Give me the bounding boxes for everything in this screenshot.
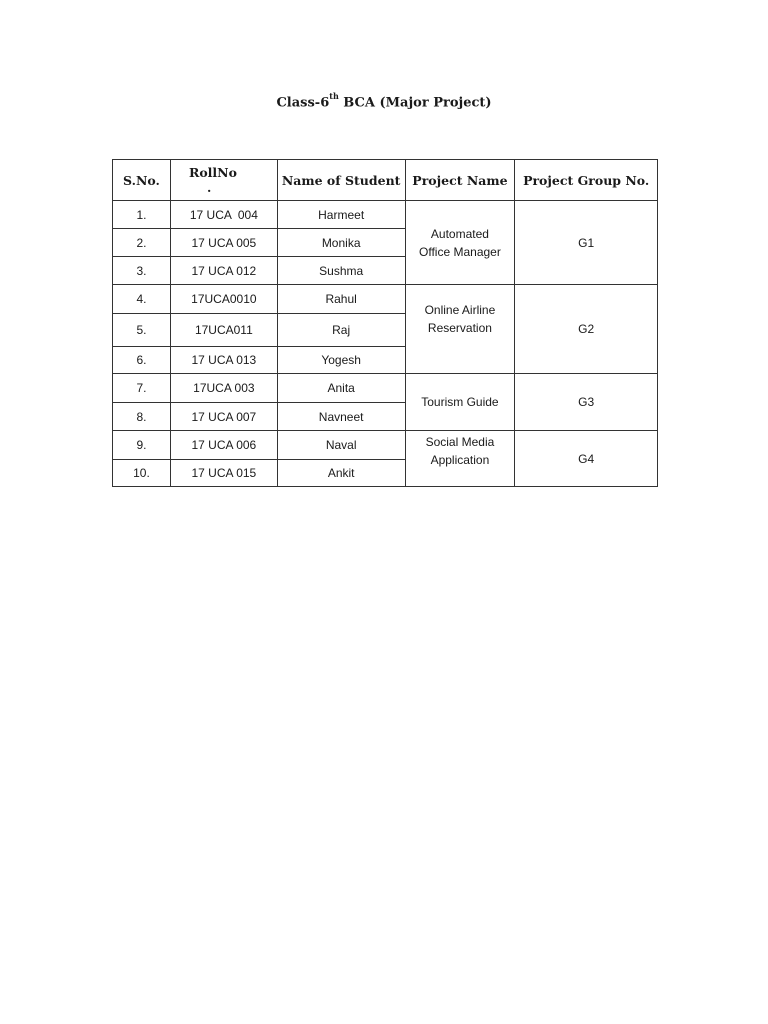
project-line-1: Automated [430, 226, 489, 241]
project-line-1: Online Airline [424, 303, 496, 317]
cell-sno: 3. [113, 257, 171, 285]
cell-sno: 2. [113, 229, 171, 257]
cell-student-name: Yogesh [277, 347, 405, 374]
table-row [113, 201, 658, 229]
project-roster-table [112, 159, 658, 487]
cell-student-name: Ankit [277, 460, 405, 487]
cell-rollno: 17 UCA 007 [170, 403, 277, 431]
cell-student-name: Navneet [277, 403, 405, 431]
cell-student-name: Raj [277, 314, 405, 347]
cell-student-name: Naval [277, 431, 405, 460]
project-line-2: Application [430, 453, 490, 467]
table-row [113, 285, 658, 314]
cell-sno: 9. [113, 431, 171, 460]
cell-rollno: 17 UCA 012 [170, 257, 277, 285]
project-line-1: Social Media [425, 435, 495, 449]
header-sno: S.No. [113, 160, 171, 201]
cell-student-name: Rahul [277, 285, 405, 314]
cell-sno: 1. [113, 201, 171, 229]
cell-rollno: 17 UCA 004 [170, 201, 277, 229]
header-project-name: Project Name [405, 160, 515, 201]
cell-sno: 5. [113, 314, 171, 347]
cell-project-name [405, 431, 515, 487]
title-prefix: Class-6 [276, 95, 330, 111]
cell-group-no: G2 [515, 285, 658, 374]
header-rollno-dot: . [206, 180, 212, 195]
cell-rollno: 17 UCA 013 [170, 347, 277, 374]
header-group-no: Project Group No. [515, 160, 658, 201]
cell-group-no: G1 [515, 201, 658, 285]
cell-rollno: 17 UCA 005 [170, 229, 277, 257]
title-suffix: BCA (Major Project) [338, 95, 492, 111]
cell-sno: 4. [113, 285, 171, 314]
header-student-name: Name of Student [277, 160, 405, 201]
cell-rollno: 17UCA011 [170, 314, 277, 347]
cell-rollno: 17 UCA 006 [170, 431, 277, 460]
title-superscript: th [329, 91, 339, 101]
cell-group-no: G3 [515, 374, 658, 431]
document-title [0, 93, 768, 110]
cell-project-name [405, 285, 515, 374]
cell-sno: 7. [113, 374, 171, 403]
cell-rollno: 17UCA0010 [170, 285, 277, 314]
cell-sno: 6. [113, 347, 171, 374]
cell-student-name: Monika [277, 229, 405, 257]
project-line-2: Office Manager [419, 244, 501, 259]
table-row [113, 374, 658, 403]
header-rollno-label: RollNo [188, 165, 237, 180]
table-row [113, 431, 658, 460]
project-line-2: Reservation [427, 321, 492, 335]
cell-project-name [405, 201, 515, 285]
cell-student-name: Anita [277, 374, 405, 403]
table-header-row [113, 160, 658, 201]
cell-student-name: Sushma [277, 257, 405, 285]
cell-sno: 8. [113, 403, 171, 431]
cell-rollno: 17 UCA 015 [170, 460, 277, 487]
header-rollno [170, 160, 277, 201]
cell-group-no: G4 [515, 431, 658, 487]
cell-student-name: Harmeet [277, 201, 405, 229]
cell-sno: 10. [113, 460, 171, 487]
cell-project-name: Tourism Guide [405, 374, 515, 431]
cell-rollno: 17UCA 003 [170, 374, 277, 403]
